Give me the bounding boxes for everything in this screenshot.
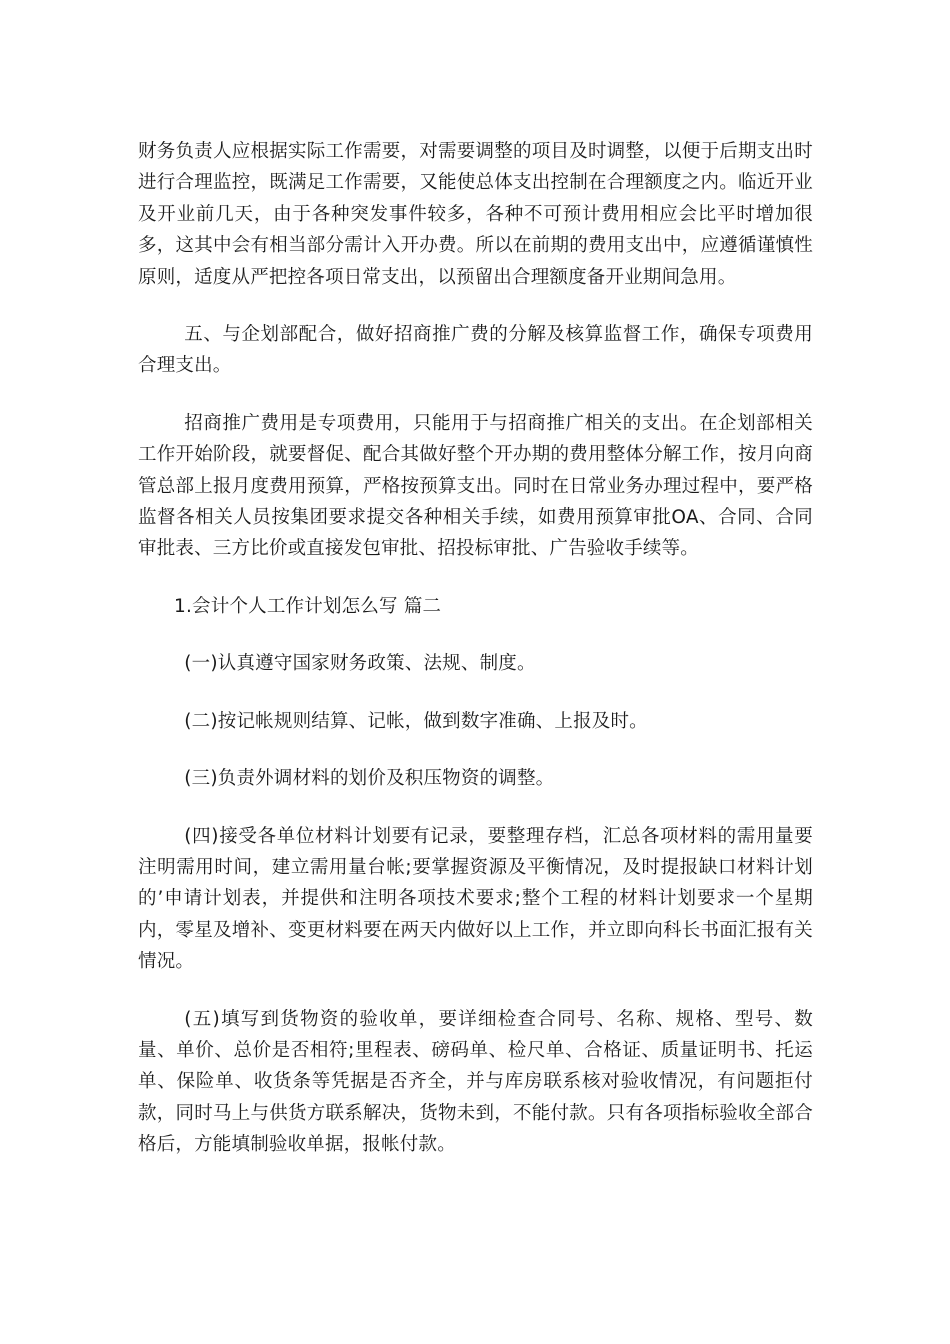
document-body: [138, 136, 813, 1187]
paragraph-section-five-title: 五、与企划部配合，做好招商推广费的分解及核算监督工作，确保专项费用合理支出。: [138, 324, 813, 377]
list-item-3: (三)负责外调材料的划价及积压物资的调整。: [184, 768, 555, 790]
list-item-4: (四)接受各单位材料计划要有记录，要整理存档，汇总各项材料的需用量要注明需用时间，建立需用量台帐;要掌握资源及平衡情况，及时提报缺口材料计划的’申请计划表，并提供和注明各项技术要求;整个工程的材料计划要求一个星期内，零星及增补、变更材料要在两天内做好以上工作，并立即向科长书面汇报有关情况。: [138, 825, 813, 973]
list-item-1: (一)认真遵守国家财务政策、法规、制度。: [184, 653, 536, 675]
paragraph-expense-control: 财务负责人应根据实际工作需要，对需要调整的项目及时调整，以便于后期支出时进行合理监控，既满足工作需要，又能使总体支出控制在合理额度之内。临近开业及开业前几天，由于各种突发事件较多，各种不可预计费用相应会比平时增加很多，这其中会有相当部分需计入开办费。所以在前期的费用支出中，应遵循谨慎性原则，适度从严把控各项日常支出，以预留出合理额度备开业期间急用。: [138, 141, 813, 288]
list-item-5: (五)填写到货物资的验收单，要详细检查合同号、名称、规格、型号、数量、单价、总价是否相符;里程表、磅码单、检尺单、合格证、质量证明书、托运单、保险单、收货条等凭据是否齐全，并与库房联系核对验收情况，有问题拒付款，同时马上与供货方联系解决，货物未到，不能付款。只有各项指标验收全部合格后，方能填制验收单据，报帐付款。: [138, 1008, 813, 1156]
list-item-2: (二)按记帐规则结算、记帐，做到数字准确、上报及时。: [184, 710, 648, 732]
paragraph-promotion-fees: 招商推广费用是专项费用，只能用于与招商推广相关的支出。在企划部相关工作开始阶段，就要督促、配合其做好整个开办期的费用整体分解工作，按月向商管总部上报月度费用预算，严格按预算支出。同时在日常业务办理过程中，要严格监督各相关人员按集团要求提交各种相关手续，如费用预算审批OA、合同、合同审批表、三方比价或直接发包审批、招投标审批、广告验收手续等。: [138, 412, 813, 560]
section-heading-part-two: 1.会计个人工作计划怎么写 篇二: [174, 595, 442, 617]
